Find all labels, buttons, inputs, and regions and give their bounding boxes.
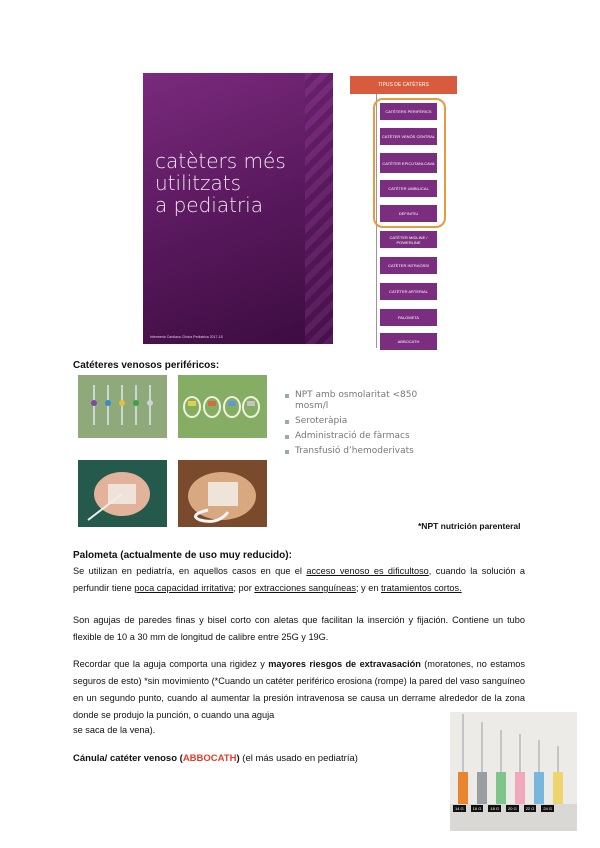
section-heading: Catéteres venosos periféricos:: [73, 360, 220, 371]
indication-item: Administració de fàrmacs: [285, 431, 420, 442]
canula-heading: Cánula/ catéter venoso (ABBOCATH) (el más usado en pediatría): [73, 753, 358, 764]
indication-item: Transfusió d’hemoderivats: [285, 446, 420, 457]
palometa-paragraph-3: Recordar que la aguja comporta una rigidez y mayores riesgos de extravasación (moratones, no estamos seguros de esto) *sin movimiento (*Cuando un catéter periférico erosiona (rompe) la pared del vaso sanguíneo en un segundo punto, cuando al aumentar la presión intravenosa se causa un derrame alrededor de la zona donde se produjo la punción, o cuando una aguja: [73, 659, 525, 720]
needle-label: 18 G: [490, 806, 500, 811]
diagram-box-2: CATÈTER VENÓS CENTRAL: [380, 128, 437, 145]
slide-title: [155, 150, 325, 216]
diagram-box-4: CATÈTER UMBILICAL: [380, 180, 437, 197]
diagram-box-9: PALOMETA: [380, 309, 437, 326]
needle-labels: [453, 805, 554, 812]
diagram-box-5: DEFINITIU: [380, 205, 437, 222]
palometa-paragraph-3-end: se saca de la vena).: [73, 725, 156, 735]
diagram-box-6: CATÈTER MIDLINE / POWERLINE: [380, 231, 437, 248]
abbocath-highlight: ABBOCATH: [182, 753, 237, 764]
diagram-box-10: ABBOCATH: [380, 333, 437, 350]
needle-label: 16 G: [472, 806, 482, 811]
needle-label: 20 G: [508, 806, 517, 811]
palometa-paragraph-2: Son agujas de paredes finas y bisel corto con aletas que facilitan la inserción y fijación. Contiene un tubo flexible de 10 a 30 mm de longitud de calibre entre 25G y 19G.: [73, 615, 525, 642]
diagram-box-1: CATÈTERS PERIFÈRICS: [380, 103, 437, 120]
diagram-header: [350, 76, 457, 94]
needle-label: 22 G: [525, 806, 535, 811]
indication-item: NPT amb osmolaritat <850 mosm/l: [285, 390, 420, 412]
slide-footer: Infermeria Cardiaca Clinica Pediatrica 2017-18: [150, 335, 223, 339]
photo-hand-catheter: [78, 460, 167, 527]
diagram-box-8: CATÈTER ARTERIAL: [380, 283, 437, 300]
catheter-dressing-illustration: [178, 460, 267, 527]
palometa-paragraph-1: Se utilizan en pediatría, en aquellos casos en que el acceso venoso es dificultoso, cuando la solución a perfundir tiene poca capacidad irritativa; por extracciones sanguíneas; y en tratamientos cortos.: [73, 566, 525, 593]
butterfly-needles-illustration: [78, 375, 167, 438]
butterfly-coils-illustration: [178, 375, 267, 438]
iv-cannulas-illustration: [450, 712, 577, 831]
photo-catheter-dressing: [178, 460, 267, 527]
photo-butterfly-coils: [178, 375, 267, 438]
photo-butterfly-needles: [78, 375, 167, 438]
indications-list: [285, 390, 420, 461]
slide-title-line-3: a pediatria: [155, 193, 263, 217]
slide-title-line-2: utilitzats: [155, 171, 242, 195]
indication-item: Seroteràpia: [285, 416, 420, 427]
photo-iv-cannulas: [450, 712, 577, 831]
footnote: *NPT nutrición parenteral: [418, 521, 521, 531]
hand-catheter-illustration: [78, 460, 167, 527]
palometa-heading: Palometa (actualmente de uso muy reducido):: [73, 550, 292, 561]
diagram-box-3: CATÈTER EPICUTANI-CAVA: [380, 153, 437, 173]
slide-title-line-1: catèters més: [155, 149, 286, 173]
diagram-box-7: CATÈTER INTRAÒSSI: [380, 257, 437, 274]
needle-label: 14 G: [455, 806, 464, 811]
needle-label: 24 G: [543, 806, 553, 811]
diagram-header-text: TIPUS DE CATÈTERS: [378, 82, 429, 88]
